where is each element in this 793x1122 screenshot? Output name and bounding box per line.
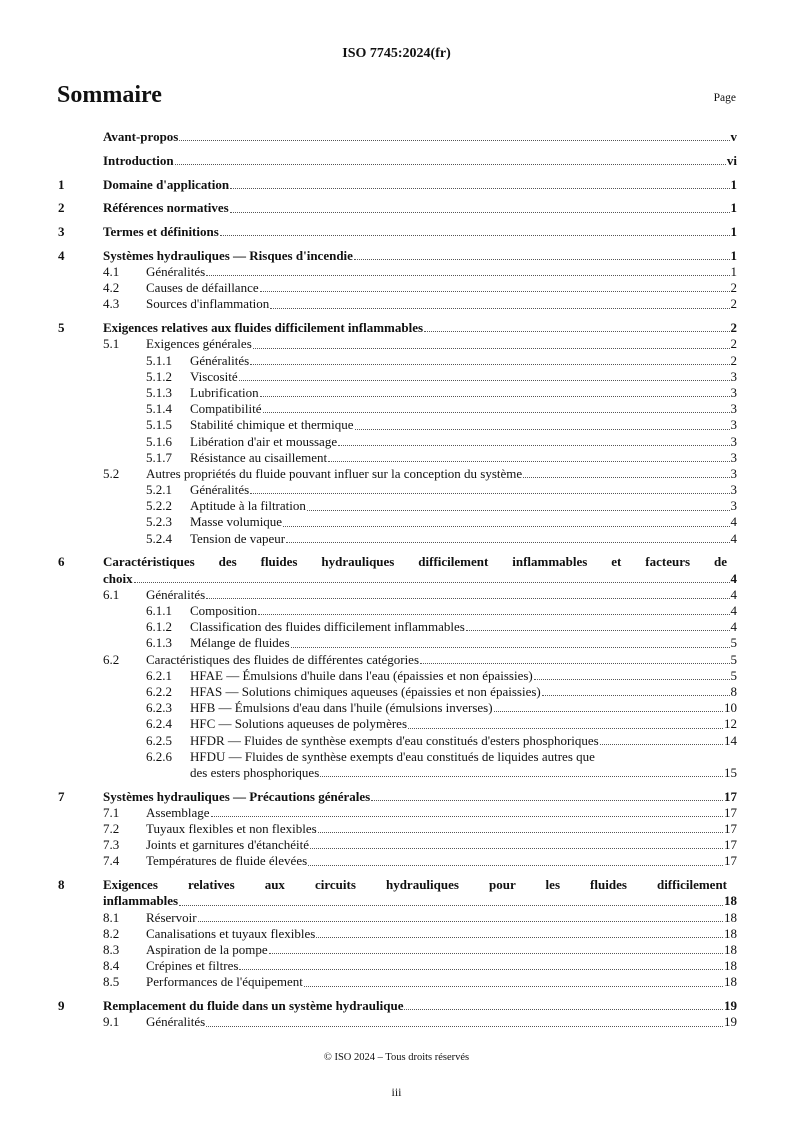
dot-leader: [320, 776, 723, 777]
toc-entry-page: 2: [730, 280, 737, 296]
toc-entry-title: Références normatives: [103, 200, 229, 216]
toc-entry[interactable]: [58, 401, 737, 417]
toc-entry-page: 18: [724, 958, 737, 974]
toc-entry[interactable]: [58, 129, 737, 145]
toc-entry-page: 18: [724, 893, 737, 909]
toc-entry-title: HFDR — Fluides de synthèse exempts d'eau constitués d'esters phosphoriques: [190, 732, 599, 748]
toc-entry-title: Sources d'inflammation: [146, 296, 270, 312]
toc-entry-title: Compatibilité: [190, 401, 262, 417]
toc-entry[interactable]: [58, 336, 737, 352]
toc-entry[interactable]: [58, 554, 737, 586]
toc-entry-page: 3: [730, 498, 737, 514]
dot-leader: [466, 630, 730, 631]
toc-entry-page: v: [730, 128, 737, 144]
toc-entry-number: 5.2: [103, 465, 120, 481]
toc-entry-title: Assemblage: [146, 804, 210, 820]
toc-entry[interactable]: [58, 587, 737, 603]
toc-entry-number: 5.2.4: [146, 530, 172, 546]
toc-entry-number: 9.1: [103, 1014, 120, 1030]
toc-entry[interactable]: [58, 684, 737, 700]
dot-leader: [600, 744, 723, 745]
dot-leader: [338, 445, 729, 446]
toc-entry-page: 18: [724, 974, 737, 990]
toc-entry-title: Joints et garnitures d'étanchéité: [146, 837, 309, 853]
dot-leader: [534, 679, 730, 680]
toc-entry-page: 4: [730, 619, 737, 635]
toc-entry-page: 10: [724, 700, 737, 716]
toc-entry-title: Systèmes hydrauliques — Précautions générales: [103, 788, 371, 804]
toc-entry-number: 8: [58, 877, 65, 893]
toc-entry-title: Avant-propos: [103, 128, 179, 144]
toc-entry[interactable]: [58, 515, 737, 531]
toc-entry-title: HFB — Émulsions d'eau dans l'huile (émulsions inverses): [190, 700, 493, 716]
dot-leader: [354, 259, 730, 260]
toc-entry[interactable]: [58, 466, 737, 482]
toc-entry-title: Canalisations et tuyaux flexibles: [146, 925, 316, 941]
dot-leader: [420, 663, 729, 664]
toc-entry-title-continued: choix: [103, 570, 133, 586]
toc-entry-title: Viscosité: [190, 368, 238, 384]
toc-entry-continuation: [58, 571, 737, 587]
toc-entry-number: 3: [58, 224, 65, 240]
toc-entry-number: 6.2.1: [146, 667, 172, 683]
dot-leader: [542, 695, 730, 696]
toc-entry[interactable]: [58, 837, 737, 853]
toc-entry-number: 7.3: [103, 837, 120, 853]
toc-entry-number: 7: [58, 788, 65, 804]
toc-entry-title: Généralités: [146, 264, 206, 280]
toc-entry-title: Lubrification: [190, 384, 259, 400]
toc-entry-number: 6.2.2: [146, 683, 172, 699]
toc-entry-title: Crépines et filtres: [146, 958, 239, 974]
dot-leader: [307, 510, 730, 511]
toc-entry-number: 8.3: [103, 941, 120, 957]
dot-leader: [250, 493, 729, 494]
toc-entry[interactable]: [58, 353, 737, 369]
dot-leader: [291, 647, 730, 648]
dot-leader: [308, 865, 723, 866]
toc-entry-page: 1: [730, 264, 737, 280]
toc-entry[interactable]: [58, 248, 737, 264]
dot-leader: [220, 235, 730, 236]
toc-entry-number: 5.1.4: [146, 401, 172, 417]
toc-entry[interactable]: [58, 789, 737, 805]
toc-entry-title: HFDU — Fluides de synthèse exempts d'eau constitués de liquides autres que: [190, 748, 595, 764]
dot-leader: [304, 986, 723, 987]
toc-entry[interactable]: [58, 942, 737, 958]
dot-leader: [260, 396, 730, 397]
toc-entry-page: 1: [730, 176, 737, 192]
toc-entry[interactable]: [58, 668, 737, 684]
toc-entry[interactable]: [58, 417, 737, 433]
toc-entry[interactable]: [58, 434, 737, 450]
toc-entry-number: 5.1.7: [146, 449, 172, 465]
toc-entry[interactable]: [58, 531, 737, 547]
dot-leader: [206, 598, 729, 599]
toc-entry-page: 8: [730, 683, 737, 699]
dot-leader: [355, 429, 730, 430]
toc-entry-page: 18: [724, 925, 737, 941]
dot-leader: [230, 212, 730, 213]
toc-entry-first-line: [58, 877, 737, 893]
dot-leader: [179, 140, 729, 141]
toc-entry-title: Introduction: [103, 152, 174, 168]
dot-leader: [523, 477, 729, 478]
toc-entry-number: 6.2.5: [146, 732, 172, 748]
toc-entry-number: 4.1: [103, 264, 120, 280]
dot-leader: [269, 953, 723, 954]
toc-entry-continuation: [58, 893, 737, 909]
toc-entry-title: Caractéristiques des fluides de différentes catégories: [146, 651, 420, 667]
toc-entry-continuation: [58, 765, 737, 781]
toc-entry-title: Températures de fluide élevées: [146, 853, 308, 869]
toc-entry-number: 6.1: [103, 586, 120, 602]
toc-entry-title-continued: inflammables: [103, 893, 179, 909]
toc-entry-number: 9: [58, 998, 65, 1014]
dot-leader: [263, 412, 730, 413]
toc-entry-number: 5.2.1: [146, 482, 172, 498]
toc-entry-number: 5.1.1: [146, 352, 172, 368]
toc-entry-page: 5: [730, 667, 737, 683]
toc-entry-title: Autres propriétés du fluide pouvant influer sur la conception du système: [146, 465, 523, 481]
toc-entry-title: HFC — Solutions aqueuses de polymères: [190, 716, 408, 732]
toc-entry-page: 3: [730, 401, 737, 417]
toc-entry-number: 6.1.1: [146, 603, 172, 619]
toc-entry-page: 15: [724, 764, 737, 780]
dot-leader: [179, 905, 723, 906]
dot-leader: [206, 275, 729, 276]
dot-leader: [250, 364, 729, 365]
toc-entry-title: Caractéristiques des fluides hydrauliques difficilement inflammables et facteurs de: [103, 554, 727, 570]
toc-entry[interactable]: [58, 716, 737, 732]
toc-entry-page: 3: [730, 482, 737, 498]
toc-entry-title: Aptitude à la filtration: [190, 498, 306, 514]
toc-entry-number: 6: [58, 554, 65, 570]
toc-entry-page: 5: [730, 651, 737, 667]
toc-entry-page: 1: [730, 247, 737, 263]
toc-entry-page: 5: [730, 635, 737, 651]
toc-entry[interactable]: [58, 264, 737, 280]
toc-entry-number: 7.2: [103, 821, 120, 837]
toc-entry[interactable]: [58, 853, 737, 869]
toc-entry-title: Remplacement du fluide dans un système hydraulique: [103, 998, 404, 1014]
toc-entry-title: HFAS — Solutions chimiques aqueuses (épaissies et non épaissies): [190, 683, 541, 699]
toc-entry-title-continued: des esters phosphoriques: [190, 764, 320, 780]
toc-entry[interactable]: [58, 733, 737, 749]
toc-entry-first-line: [58, 749, 737, 765]
toc-entry-page: 4: [730, 530, 737, 546]
dot-leader: [230, 188, 729, 189]
dot-leader: [270, 308, 729, 309]
dot-leader: [494, 711, 723, 712]
toc-entry[interactable]: [58, 320, 737, 336]
toc-entry-page: 17: [724, 788, 737, 804]
toc-entry-title: Exigences générales: [146, 336, 252, 352]
toc-entry-title: Systèmes hydrauliques — Risques d'incendie: [103, 247, 353, 263]
toc-entry-title: Aspiration de la pompe: [146, 941, 268, 957]
toc-entry-title: Causes de défaillance: [146, 280, 259, 296]
toc-entry-page: 18: [724, 909, 737, 925]
toc-entry-title: Généralités: [190, 482, 250, 498]
dot-leader: [206, 1026, 723, 1027]
toc-entry-number: 5.2.3: [146, 514, 172, 530]
dot-leader: [318, 832, 723, 833]
toc-entry-title: HFAE — Émulsions d'huile dans l'eau (épaissies et non épaissies): [190, 667, 533, 683]
toc-entry[interactable]: [58, 805, 737, 821]
dot-leader: [328, 461, 729, 462]
dot-leader: [286, 542, 729, 543]
toc-entry-number: 5.1.6: [146, 433, 172, 449]
toc-entry-title: Domaine d'application: [103, 176, 230, 192]
dot-leader: [424, 331, 729, 332]
toc-entry[interactable]: [58, 958, 737, 974]
page-title: Sommaire: [57, 82, 162, 108]
toc-entry-page: 12: [724, 716, 737, 732]
toc-entry-page: 1: [730, 224, 737, 240]
toc-entry-number: 4.2: [103, 280, 120, 296]
toc-entry[interactable]: [58, 296, 737, 312]
toc-entry[interactable]: [58, 652, 737, 668]
toc-entry[interactable]: [58, 877, 737, 909]
toc-entry-number: 8.2: [103, 925, 120, 941]
toc-entry[interactable]: [58, 450, 737, 466]
dot-leader: [253, 348, 730, 349]
toc-entry-title: Exigences relatives aux fluides difficilement inflammables: [103, 320, 424, 336]
toc-entry-title: Tension de vapeur: [190, 530, 286, 546]
toc-entry-page: 3: [730, 384, 737, 400]
toc-entry-page: 3: [730, 465, 737, 481]
toc-entry-number: 5.2.2: [146, 498, 172, 514]
toc-entry[interactable]: [58, 280, 737, 296]
toc-entry-page: 18: [724, 941, 737, 957]
toc-entry[interactable]: [58, 700, 737, 716]
dot-leader: [239, 969, 723, 970]
toc-entry-number: 5.1.3: [146, 384, 172, 400]
toc-entry[interactable]: [58, 200, 737, 216]
toc-entry[interactable]: [58, 926, 737, 942]
dot-leader: [198, 921, 723, 922]
toc-entry-number: 1: [58, 176, 65, 192]
toc-entry-title: Résistance au cisaillement: [190, 449, 328, 465]
toc-entry-page: 2: [730, 336, 737, 352]
copyright-footer: © ISO 2024 – Tous droits réservés: [323, 1052, 470, 1063]
toc-entry-number: 6.2.3: [146, 700, 172, 716]
toc-entry-page: 17: [724, 821, 737, 837]
toc-entry-number: 5.1.2: [146, 368, 172, 384]
toc-entry-number: 8.1: [103, 909, 120, 925]
dot-leader: [175, 164, 726, 165]
toc-entry-page: 2: [730, 352, 737, 368]
toc-entry-title: Termes et définitions: [103, 224, 219, 240]
toc-entry[interactable]: [58, 635, 737, 651]
toc-entry[interactable]: [58, 498, 737, 514]
toc-entry-number: 6.1.2: [146, 619, 172, 635]
dot-leader: [283, 526, 729, 527]
toc-entry-number: 4: [58, 247, 65, 263]
toc-entry-page: 3: [730, 368, 737, 384]
toc-entry-title: Généralités: [146, 586, 206, 602]
toc-entry-title: Mélange de fluides: [190, 635, 290, 651]
toc-entry-page: 4: [730, 514, 737, 530]
toc-entry-title: Réservoir: [146, 909, 197, 925]
toc-entry-number: 8.5: [103, 974, 120, 990]
toc-entry[interactable]: [58, 821, 737, 837]
dot-leader: [134, 582, 730, 583]
toc-entry-page: 2: [730, 320, 737, 336]
toc-entry-page: 4: [730, 570, 737, 586]
toc-entry-title: Tuyaux flexibles et non flexibles: [146, 821, 317, 837]
toc-entry-page: 4: [730, 586, 737, 602]
toc-entry-number: 4.3: [103, 296, 120, 312]
toc-entry[interactable]: [58, 177, 737, 193]
toc-entry-number: 6.1.3: [146, 635, 172, 651]
toc-entry-number: 8.4: [103, 958, 120, 974]
dot-leader: [371, 800, 723, 801]
page-column-label: Page: [713, 92, 736, 104]
toc-entry-title: Généralités: [190, 352, 250, 368]
toc-entry-title: Classification des fluides difficilement inflammables: [190, 619, 465, 635]
page-number: iii: [391, 1085, 402, 1099]
toc-entry-number: 7.1: [103, 804, 120, 820]
toc-entry-first-line: [58, 554, 737, 570]
toc-entry-title: Généralités: [146, 1014, 206, 1030]
toc-entry[interactable]: [58, 910, 737, 926]
dot-leader: [310, 848, 723, 849]
toc-entry[interactable]: [58, 998, 737, 1014]
toc-entry[interactable]: [58, 974, 737, 990]
toc-entry[interactable]: [58, 369, 737, 385]
toc-entry-page: 3: [730, 449, 737, 465]
toc-entry-number: 2: [58, 200, 65, 216]
toc-entry-page: 14: [724, 732, 737, 748]
toc-entry-title: Stabilité chimique et thermique: [190, 417, 354, 433]
toc-entry-number: 5.1: [103, 336, 120, 352]
toc-entry-page: 3: [730, 433, 737, 449]
toc-entry[interactable]: [58, 385, 737, 401]
toc-entry-number: 7.4: [103, 853, 120, 869]
dot-leader: [211, 816, 723, 817]
toc-entry-number: 6.2.4: [146, 716, 172, 732]
toc-entry[interactable]: [58, 619, 737, 635]
document-header: ISO 7745:2024(fr): [342, 46, 451, 61]
toc-entry-page: 19: [724, 1014, 737, 1030]
toc-entry-page: 4: [730, 603, 737, 619]
toc-entry-page: 17: [724, 837, 737, 853]
toc-entry-page: 17: [724, 853, 737, 869]
toc-entry-title: Performances de l'équipement: [146, 974, 303, 990]
toc-entry-number: 5.1.5: [146, 417, 172, 433]
toc-entry-page: 1: [730, 200, 737, 216]
toc-entry-number: 6.2: [103, 651, 120, 667]
toc-entry[interactable]: [58, 153, 737, 169]
dot-leader: [408, 728, 723, 729]
toc-entry-page: 2: [730, 296, 737, 312]
toc-entry[interactable]: [58, 224, 737, 240]
toc-entry[interactable]: [58, 749, 737, 781]
dot-leader: [260, 291, 730, 292]
toc-entry-page: 3: [730, 417, 737, 433]
toc-entry-number: 5: [58, 320, 65, 336]
toc-entry-page: 17: [724, 804, 737, 820]
dot-leader: [239, 380, 730, 381]
toc-entry[interactable]: [58, 1014, 737, 1030]
dot-leader: [404, 1009, 723, 1010]
toc-entry-page: vi: [726, 152, 737, 168]
toc-entry-title: Composition: [190, 603, 258, 619]
toc-entry-number: 6.2.6: [146, 748, 172, 764]
toc-entry-page: 19: [724, 998, 737, 1014]
toc-entry-title: Libération d'air et moussage: [190, 433, 338, 449]
dot-leader: [316, 937, 723, 938]
toc-entry-title: Exigences relatives aux circuits hydrauliques pour les fluides difficilement: [103, 877, 727, 893]
toc-entry[interactable]: [58, 603, 737, 619]
toc-entry[interactable]: [58, 482, 737, 498]
table-of-contents: [58, 129, 737, 1031]
dot-leader: [258, 614, 729, 615]
toc-entry-title: Masse volumique: [190, 514, 283, 530]
